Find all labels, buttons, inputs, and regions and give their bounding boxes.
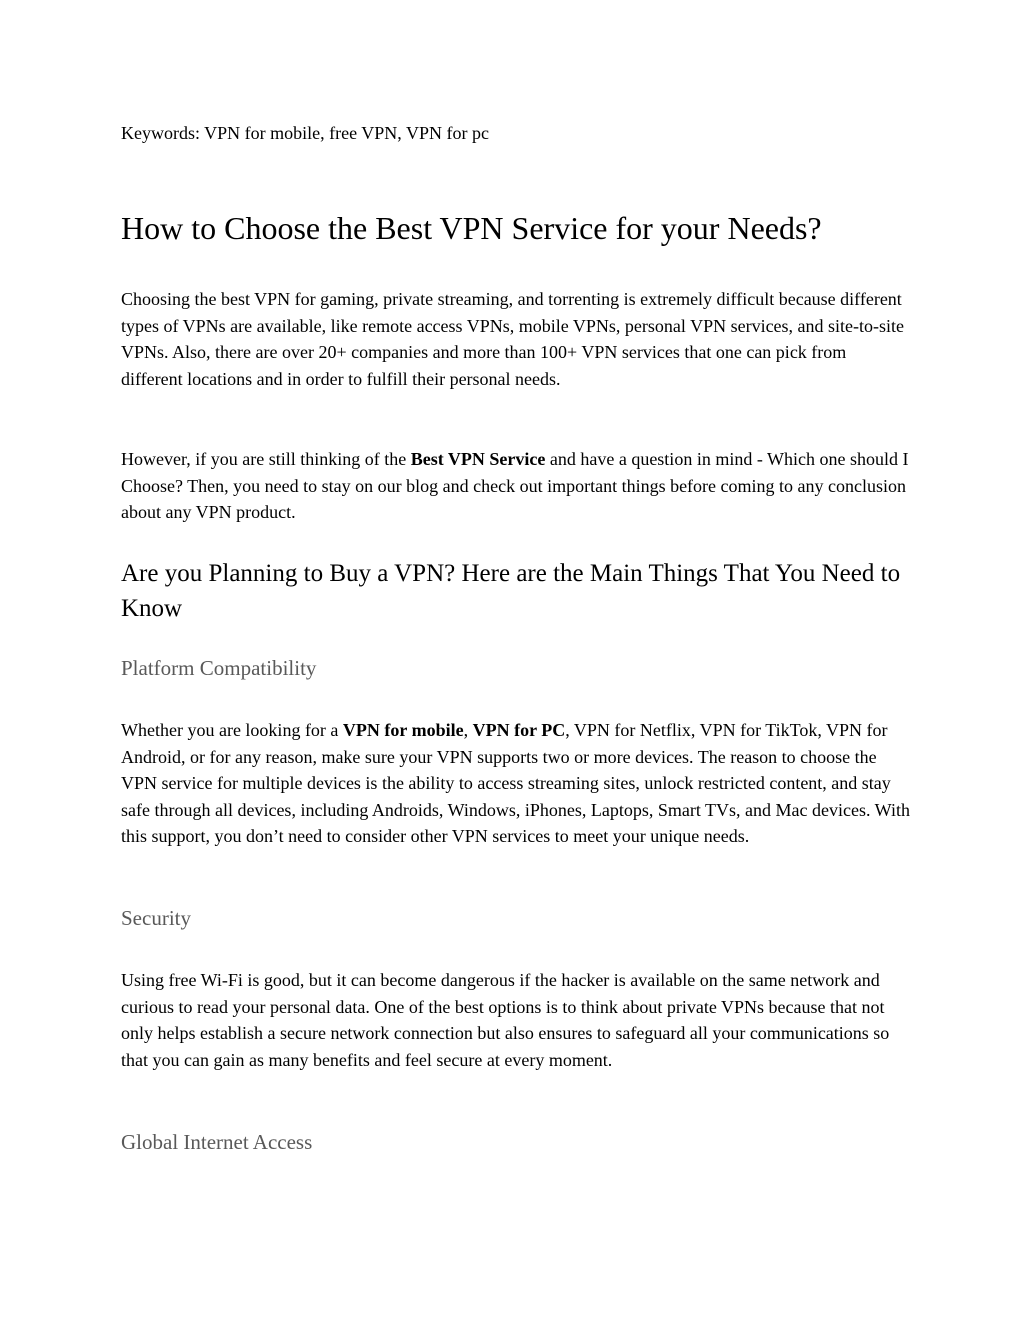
however-paragraph xyxy=(121,446,911,526)
security-heading: Security xyxy=(121,906,191,930)
platform-paragraph xyxy=(121,717,911,850)
platform-compatibility-heading: Platform Compatibility xyxy=(121,656,317,680)
best-vpn-service-bold: Best VPN Service xyxy=(410,449,546,469)
vpn-for-mobile-bold: VPN for mobile xyxy=(342,720,464,740)
global-internet-access-heading: Global Internet Access xyxy=(121,1130,313,1154)
security-paragraph: Using free Wi-Fi is good, but it can become dangerous if the hacker is available on the same network and curious to read your personal data. One of the best options is to think about private VPNs because that not only helps establish a secure network connection but also ensures to safeguard all your communications so that you can gain as many benefits and feel secure at every moment. xyxy=(121,970,890,1070)
section-heading: Are you Planning to Buy a VPN? Here are the Main Things That You Need to Know xyxy=(121,560,901,622)
page-title: How to Choose the Best VPN Service for your Needs? xyxy=(121,210,822,246)
platform-text-1: Whether you are looking for a xyxy=(121,720,343,740)
vpn-for-pc-bold: VPN for PC xyxy=(472,720,566,740)
however-text-before: However, if you are still thinking of the xyxy=(121,449,411,469)
keywords-line: Keywords: VPN for mobile, free VPN, VPN for pc xyxy=(121,123,489,143)
however-text-after: and have a question in mind - Which one should I Choose? Then, you need to stay on our blog and check out important things before coming to any conclusion about any VPN product. xyxy=(121,449,909,523)
platform-text-3: , VPN for Netflix, VPN for TikTok, VPN for Android, or for any reason, make sure your VPN supports two or more devices. The reason to choose the VPN service for multiple devices is the ability to access streaming sites, unlock restricted content, and stay safe through all devices, including Androids, Windows, iPhones, Laptops, Smart TVs, and Mac devices. With this support, you don’t need to consider other VPN services to meet your unique needs. xyxy=(121,720,910,847)
intro-paragraph: Choosing the best VPN for gaming, private streaming, and torrenting is extremely difficult because different types of VPNs are available, like remote access VPNs, mobile VPNs, personal VPN services, and site-to-site VPNs. Also, there are over 20+ companies and more than 100+ VPN services that one can pick from different locations and in order to fulfill their personal needs. xyxy=(121,289,905,389)
platform-text-2: , xyxy=(463,720,473,740)
